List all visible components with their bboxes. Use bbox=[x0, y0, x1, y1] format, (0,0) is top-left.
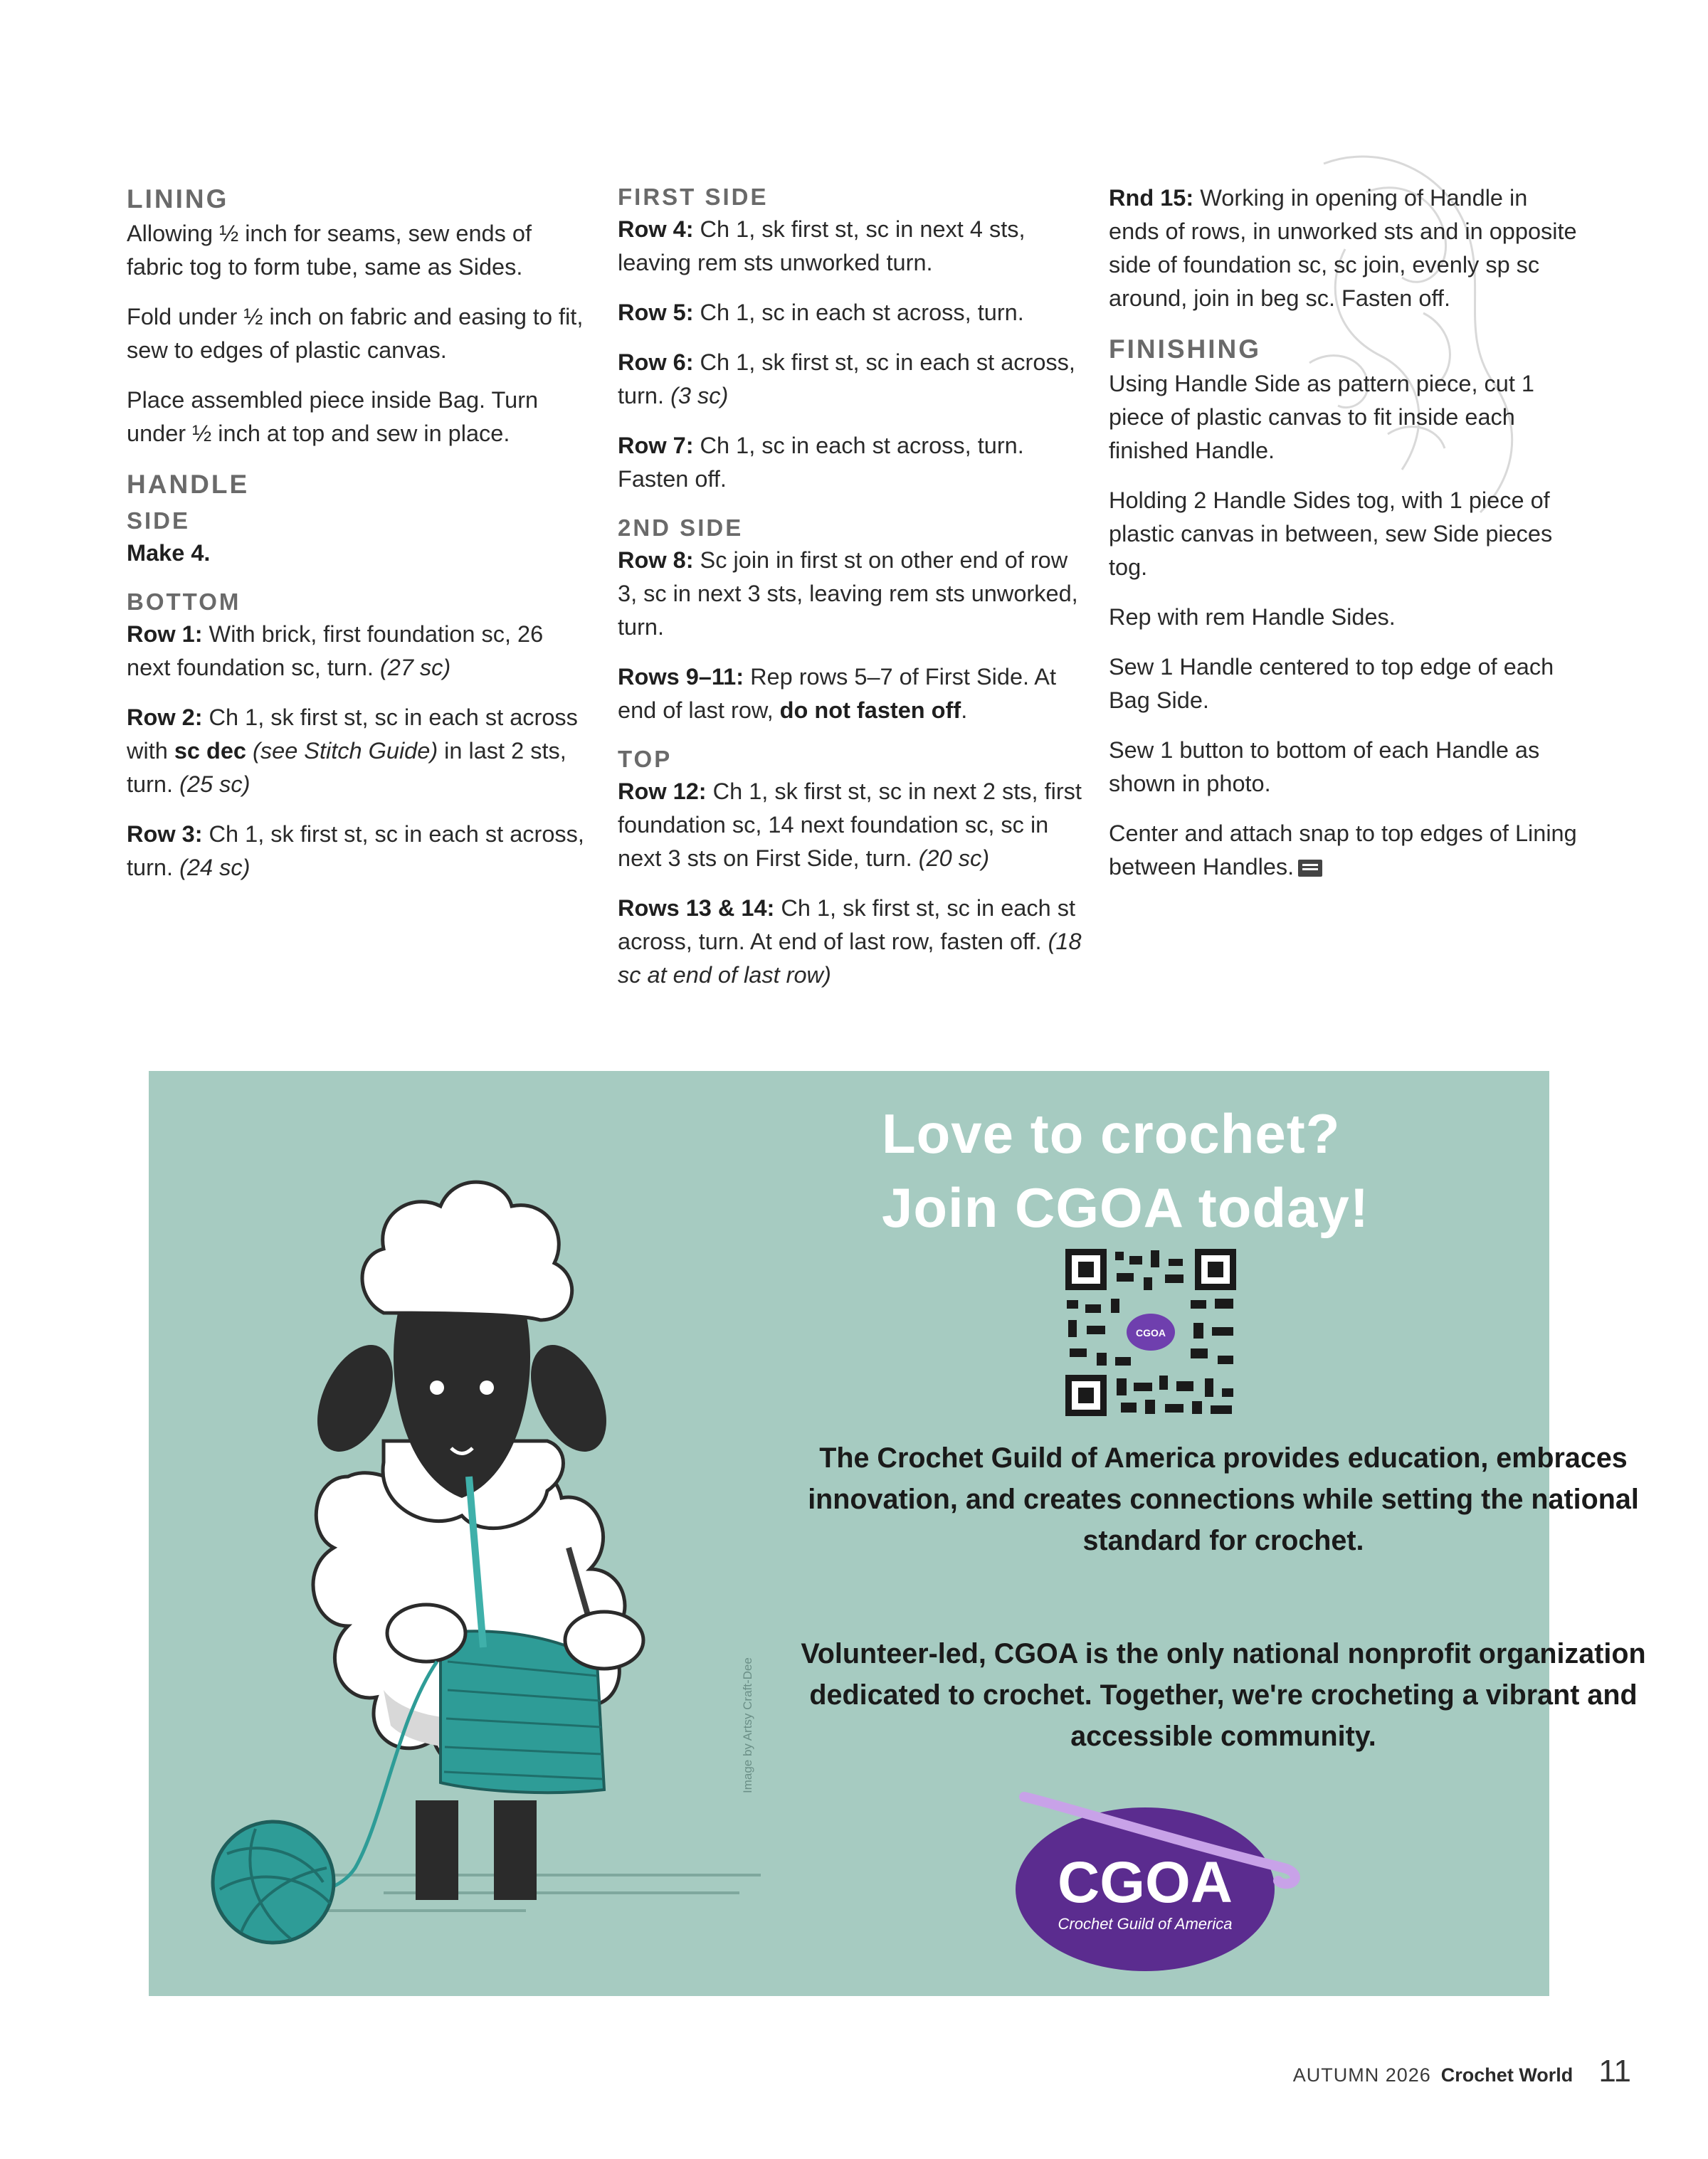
rows-9-11-period: . bbox=[961, 697, 968, 723]
row-6-instruction bbox=[618, 346, 1087, 413]
footer-issue: AUTUMN 2026 bbox=[1292, 2064, 1431, 2086]
finishing-paragraph-5: Sew 1 button to bottom of each Handle as shown in photo. bbox=[1109, 737, 1540, 796]
row-1-count: (27 sc) bbox=[379, 655, 451, 680]
finishing-paragraph-2: Holding 2 Handle Sides tog, with 1 piece of plastic canvas in between, sew Side pieces tog. bbox=[1109, 487, 1553, 580]
cgoa-logo[interactable] bbox=[1013, 1790, 1312, 1975]
row-8-instruction bbox=[618, 544, 1087, 644]
rows-13-14-instruction bbox=[618, 892, 1087, 992]
ad-body-paragraph-1: The Crochet Guild of America provides education, embraces innovation, and creates connections while setting the national standard for crochet. bbox=[808, 1442, 1639, 1556]
first-side-heading: FIRST SIDE bbox=[618, 184, 769, 210]
second-side-heading: 2ND SIDE bbox=[618, 514, 744, 541]
rnd-15-instruction bbox=[1109, 181, 1578, 315]
row-12-text: Ch 1, sk first st, sc in next 2 sts, first foundation sc, 14 next foundation sc, sc in next 3 sts on First Side, turn. bbox=[618, 778, 1082, 871]
rows-9-11-do-not-fasten: do not fasten off bbox=[779, 697, 961, 723]
rows-9-11-label: Rows 9–11: bbox=[618, 664, 744, 690]
row-1-text: With brick, first foundation sc, 26 next foundation sc, turn. bbox=[127, 621, 544, 680]
row-3-text: Ch 1, sk first st, sc in each st across, turn. bbox=[127, 821, 584, 880]
column-left bbox=[127, 181, 589, 901]
row-4-text: Ch 1, sk first st, sc in next 4 sts, leaving rem sts unworked turn. bbox=[618, 216, 1026, 275]
row-1-instruction bbox=[127, 618, 589, 685]
row-6-count: (3 sc) bbox=[670, 383, 729, 408]
lining-heading: LINING bbox=[127, 184, 229, 213]
row-2-instruction bbox=[127, 701, 589, 801]
footer-magazine-name: Crochet World bbox=[1440, 2064, 1573, 2086]
handle-heading: HANDLE bbox=[127, 470, 250, 499]
row-4-label: Row 4: bbox=[618, 216, 694, 242]
row-5-label: Row 5: bbox=[618, 300, 694, 325]
row-7-instruction bbox=[618, 429, 1087, 496]
row-6-label: Row 6: bbox=[618, 349, 694, 375]
column-middle bbox=[618, 181, 1087, 1008]
page-footer bbox=[1293, 2054, 1631, 2089]
row-2-stitch-guide-ref: (see Stitch Guide) bbox=[246, 738, 438, 764]
lining-paragraph-3: Place assembled piece inside Bag. Turn under ½ inch at top and sew in place. bbox=[127, 387, 539, 446]
row-8-label: Row 8: bbox=[618, 547, 694, 573]
row-12-label: Row 12: bbox=[618, 778, 707, 804]
row-2-text: Ch 1, sk first st, sc in each st across with bbox=[127, 704, 578, 764]
row-3-label: Row 3: bbox=[127, 821, 203, 847]
finishing-paragraph-4: Sew 1 Handle centered to top edge of each Bag Side. bbox=[1109, 654, 1554, 713]
rows-9-11-instruction bbox=[618, 660, 1087, 727]
side-make-label: Make 4. bbox=[127, 540, 211, 566]
finishing-paragraph-1: Using Handle Side as pattern piece, cut 1 piece of plastic canvas to fit inside each finished Handle. bbox=[1109, 371, 1534, 463]
row-1-label: Row 1: bbox=[127, 621, 203, 647]
row-3-count: (24 sc) bbox=[179, 855, 251, 880]
row-5-text: Ch 1, sc in each st across, turn. bbox=[693, 300, 1024, 325]
column-right bbox=[1109, 181, 1578, 900]
row-7-text: Ch 1, sc in each st across, turn. Fasten off. bbox=[618, 433, 1024, 492]
cgoa-logo-subtitle: Crochet Guild of America bbox=[1058, 1915, 1233, 1933]
row-5-instruction bbox=[618, 296, 1087, 329]
row-6-text: Ch 1, sk first st, sc in each st across, turn. bbox=[618, 349, 1075, 408]
lining-paragraph-1: Allowing ½ inch for seams, sew ends of fabric tog to form tube, same as Sides. bbox=[127, 221, 532, 280]
side-heading: SIDE bbox=[127, 507, 191, 534]
row-2-text-end: in last 2 sts, turn. bbox=[127, 738, 566, 797]
qr-center-logo-text: CGOA bbox=[1136, 1327, 1166, 1339]
finishing-paragraph-6-text: Center and attach snap to top edges of Lining between Handles. bbox=[1109, 820, 1577, 880]
cgoa-logo-text: CGOA bbox=[1058, 1850, 1233, 1915]
lining-paragraph-2: Fold under ½ inch on fabric and easing to fit, sew to edges of plastic canvas. bbox=[127, 304, 584, 363]
side-make-text bbox=[127, 537, 589, 570]
bottom-heading: BOTTOM bbox=[127, 588, 241, 615]
ad-headline bbox=[882, 1097, 1369, 1245]
page-number: 11 bbox=[1598, 2054, 1631, 2089]
row-2-sc-dec: sc dec bbox=[174, 738, 247, 764]
row-3-instruction bbox=[127, 818, 589, 885]
cgoa-advertisement bbox=[149, 1071, 1646, 1996]
rows-13-14-count: (18 sc at end of last row) bbox=[618, 929, 1082, 988]
rnd-15-label: Rnd 15: bbox=[1109, 185, 1194, 211]
row-4-instruction bbox=[618, 213, 1087, 280]
rows-9-11-text: Rep rows 5–7 of First Side. At end of last row, bbox=[618, 664, 1056, 723]
sheep-knitting-illustration bbox=[170, 1078, 811, 1989]
row-12-count: (20 sc) bbox=[918, 845, 990, 871]
top-heading: TOP bbox=[618, 746, 673, 772]
rows-13-14-text: Ch 1, sk first st, sc in each st across, turn. At end of last row, fasten off. bbox=[618, 895, 1075, 954]
rnd-15-text: Working in opening of Handle in ends of rows, in unworked sts and in opposite side of foundation sc, sc join, evenly sp sc around, join in beg sc. Fasten off. bbox=[1109, 185, 1577, 311]
finishing-paragraph-3: Rep with rem Handle Sides. bbox=[1109, 604, 1396, 630]
end-of-pattern-icon bbox=[1298, 860, 1322, 877]
ad-headline-line-2: Join CGOA today! bbox=[882, 1176, 1369, 1239]
row-2-label: Row 2: bbox=[127, 704, 203, 730]
qr-code[interactable] bbox=[1065, 1249, 1236, 1416]
finishing-heading: FINISHING bbox=[1109, 334, 1262, 364]
row-8-text: Sc join in first st on other end of row 3, sc in next 3 sts, leaving rem sts unworked, turn. bbox=[618, 547, 1078, 640]
row-7-label: Row 7: bbox=[618, 433, 694, 458]
row-12-instruction bbox=[618, 775, 1087, 875]
ad-body-paragraph-2: Volunteer-led, CGOA is the only national nonprofit organization dedicated to crochet. Together, we're crocheting a vibrant and accessible community. bbox=[801, 1638, 1646, 1752]
finishing-paragraph-6 bbox=[1109, 817, 1578, 884]
rows-13-14-label: Rows 13 & 14: bbox=[618, 895, 775, 921]
image-credit: Image by Artsy Craft-Dee bbox=[741, 1657, 754, 1793]
row-2-count: (25 sc) bbox=[179, 771, 251, 797]
ad-headline-line-1: Love to crochet? bbox=[882, 1102, 1341, 1165]
